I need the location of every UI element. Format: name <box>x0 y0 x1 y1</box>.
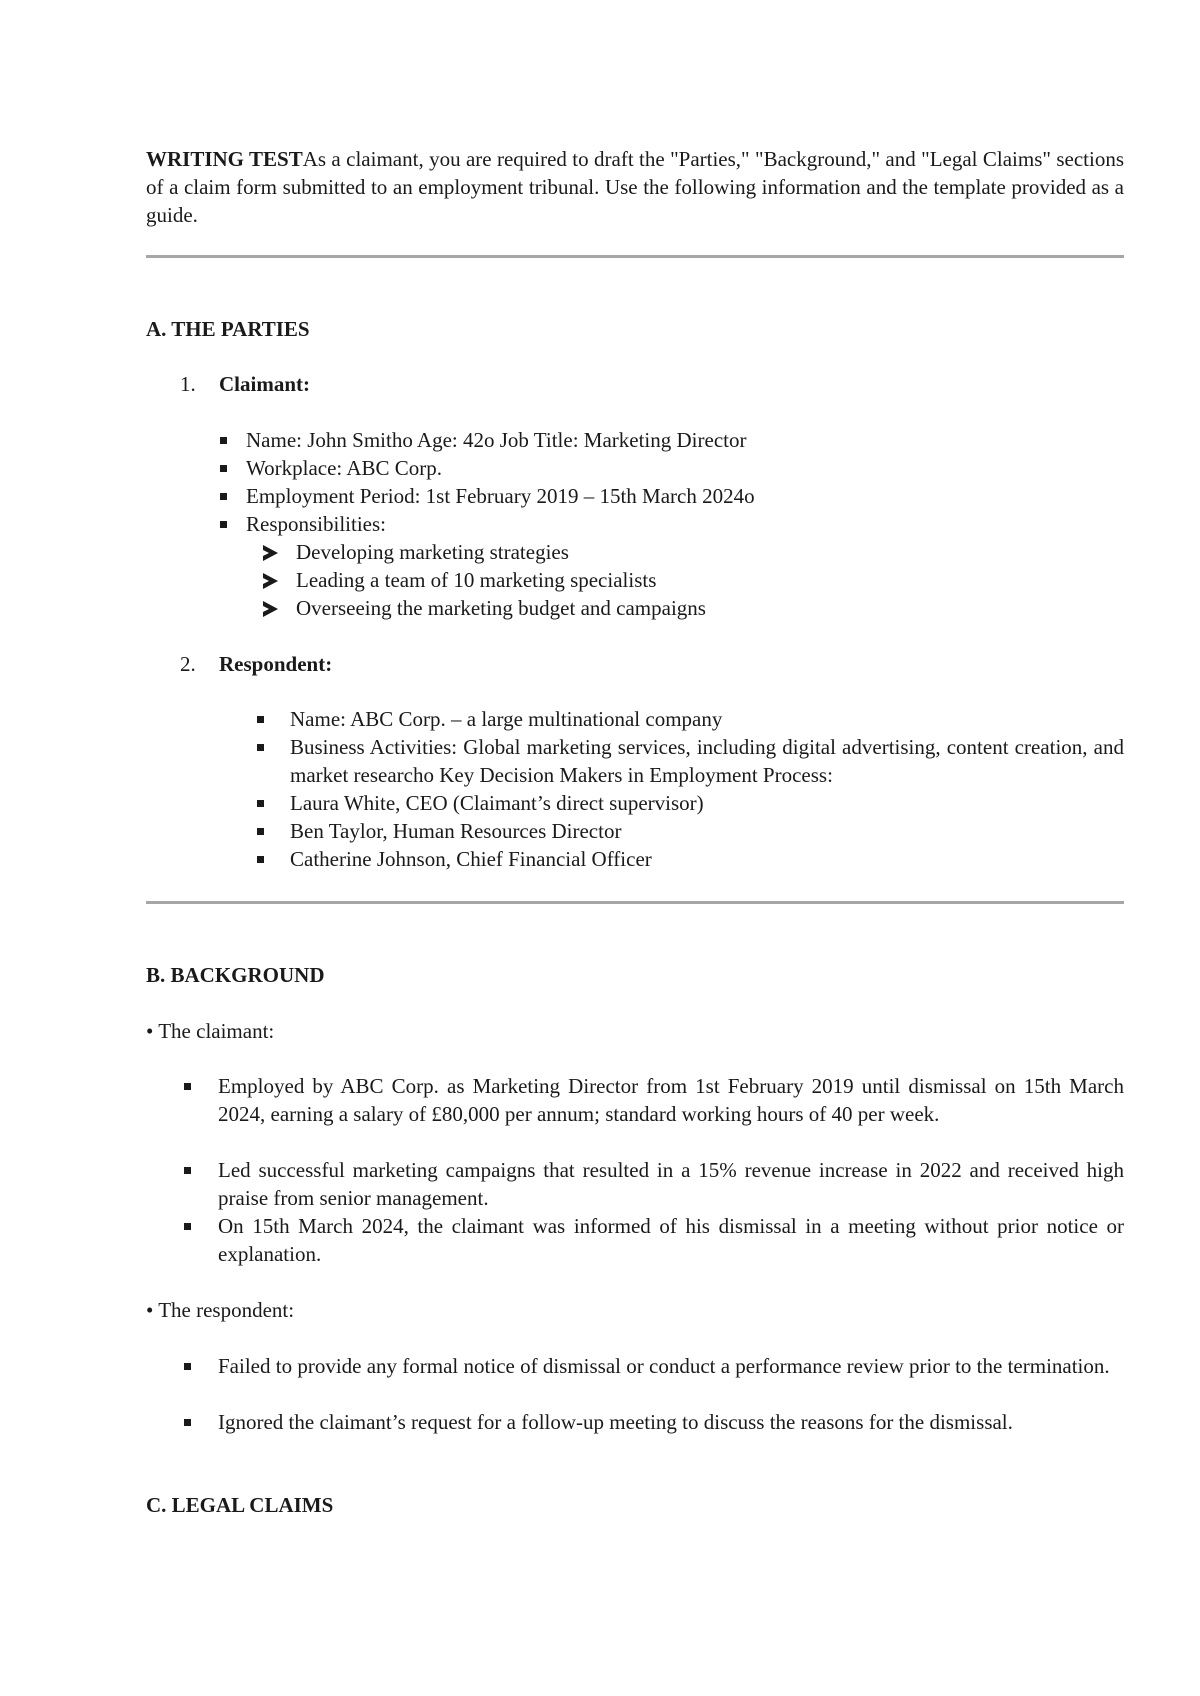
bullet-square-icon <box>257 716 264 723</box>
respondent-item: Name: ABC Corp. – a large multinational company <box>290 707 723 731</box>
bullet-square-icon <box>220 521 227 528</box>
bullet-square-icon <box>257 856 264 863</box>
bullet-square-icon <box>220 465 227 472</box>
bullet-square-icon <box>257 800 264 807</box>
claimant-item: Workplace: ABC Corp. <box>246 456 443 480</box>
claimant-number: 1. <box>180 372 196 396</box>
claimant-heading <box>180 370 310 398</box>
writing-test-label: WRITING TEST <box>146 147 303 171</box>
background-respondent-item: Failed to provide any formal notice of dismissal or conduct a performance review prior to the termination. <box>218 1354 1110 1378</box>
arrow-bullet-icon <box>263 573 278 589</box>
arrow-bullet-icon <box>263 601 278 617</box>
background-respondent-item: Ignored the claimant’s request for a follow-up meeting to discuss the reasons for the dismissal. <box>218 1410 1013 1434</box>
divider-rule <box>146 901 1124 904</box>
respondent-item: Laura White, CEO (Claimant’s direct supervisor) <box>290 791 704 815</box>
claimant-item: Name: John Smitho Age: 42o Job Title: Marketing Director <box>246 428 747 452</box>
claimant-item: Employment Period: 1st February 2019 – 15th March 2024o <box>246 484 755 508</box>
claimant-label: Claimant: <box>219 372 310 396</box>
arrow-bullet-icon <box>263 545 278 561</box>
respondent-item: Business Activities: Global marketing services, including digital advertising, content creation, and market researcho Key Decision Makers in Employment Process: <box>290 735 1124 787</box>
bullet-square-icon <box>220 493 227 500</box>
background-claimant-item: Led successful marketing campaigns that resulted in a 15% revenue increase in 2022 and received high praise from senior management. <box>218 1158 1124 1210</box>
bullet-square-icon <box>257 744 264 751</box>
section-a-heading: A. THE PARTIES <box>146 317 310 341</box>
background-claimant-item: On 15th March 2024, the claimant was informed of his dismissal in a meeting without prior notice or explanation. <box>218 1214 1124 1266</box>
intro-text: As a claimant, you are required to draft the "Parties," "Background," and "Legal Claims" sections of a claim form submitted to an employment tribunal. Use the following information and the template provided as a guide. <box>146 147 1124 227</box>
background-claimant-item: Employed by ABC Corp. as Marketing Director from 1st February 2019 until dismissal on 15th March 2024, earning a salary of £80,000 per annum; standard working hours of 40 per week. <box>218 1074 1124 1126</box>
bullet-square-icon <box>184 1167 191 1174</box>
claimant-subheading: • The claimant: <box>146 1019 275 1043</box>
bullet-square-icon <box>184 1419 191 1426</box>
intro-paragraph <box>146 145 1124 229</box>
responsibility-item: Overseeing the marketing budget and campaigns <box>296 596 706 620</box>
bullet-square-icon <box>184 1083 191 1090</box>
bullet-square-icon <box>184 1363 191 1370</box>
respondent-item: Catherine Johnson, Chief Financial Officer <box>290 847 652 871</box>
divider-rule <box>146 255 1124 258</box>
respondent-number: 2. <box>180 652 196 676</box>
bullet-square-icon <box>184 1223 191 1230</box>
claimant-item: Responsibilities: <box>246 512 387 536</box>
respondent-subheading: • The respondent: <box>146 1298 295 1322</box>
respondent-item: Ben Taylor, Human Resources Director <box>290 819 622 843</box>
respondent-label: Respondent: <box>219 652 333 676</box>
responsibility-item: Leading a team of 10 marketing specialists <box>296 568 657 592</box>
section-b-heading: B. BACKGROUND <box>146 963 325 987</box>
responsibility-item: Developing marketing strategies <box>296 540 569 564</box>
bullet-square-icon <box>257 828 264 835</box>
section-c-heading: C. LEGAL CLAIMS <box>146 1493 334 1517</box>
bullet-square-icon <box>220 437 227 444</box>
respondent-heading <box>180 650 332 678</box>
